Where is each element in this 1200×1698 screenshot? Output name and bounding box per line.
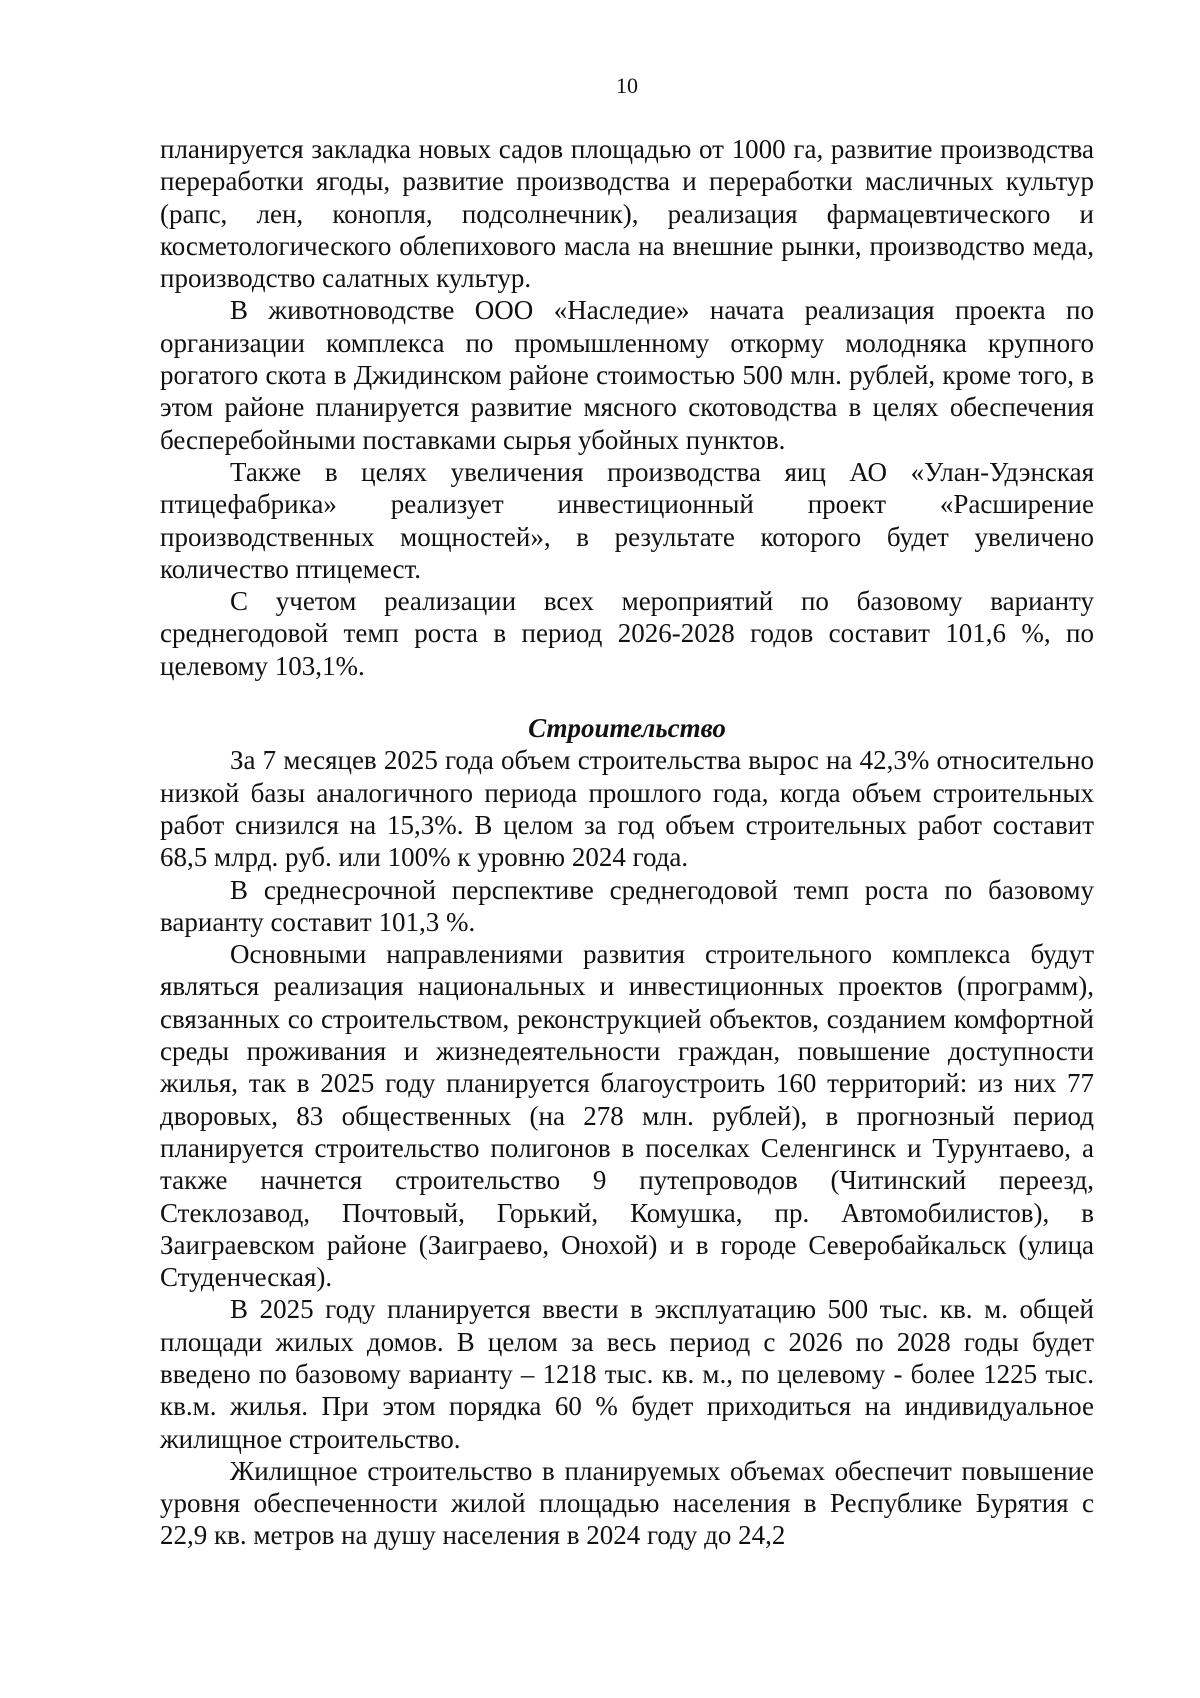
section-heading-construction: Строительство xyxy=(528,713,726,744)
paragraph-housing-commissioning: В 2025 году планируется ввести в эксплуатацию 500 тыс. кв. м. общей площади жилых домов. В целом за весь период с 2026 по 2028 годы будет введено по базовому варианту – 1218 тыс. кв. м., по целевому - более 1225 тыс. кв.м. жилья. При этом порядка 60 % будет приходиться на индивидуальное жилищное строительство. xyxy=(160,1294,1094,1454)
paragraph-poultry: Также в целях увеличения производства яиц АО «Улан-Удэнская птицефабрика» реализует инвестиционный проект «Расширение производственных мощностей», в результате которого будет увеличено количество птицемест. xyxy=(160,456,1094,584)
paragraph-livestock: В животноводстве ООО «Наследие» начата реализация проекта по организации комплекса по промышленному откорму молодняка крупного рогатого скота в Джидинском районе стоимостью 500 млн. рублей, кроме того, в этом районе планируется развитие мясного скотоводства в целях обеспечения бесперебойными поставками сырья убойных пунктов. xyxy=(160,295,1094,455)
page-content xyxy=(160,133,1094,1552)
paragraph-construction-volume: За 7 месяцев 2025 года объем строительства вырос на 42,3% относительно низкой базы аналогичного периода прошлого года, когда объем строительных работ снизился на 15,3%. В целом за год объем строительных работ составит 68,5 млрд. руб. или 100% к уровню 2024 года. xyxy=(160,745,1094,873)
paragraph-orchards-continuation: планируется закладка новых садов площадью от 1000 га, развитие производства переработки ягоды, развитие производства и переработки масличных культур (рапс, лен, конопля, подсолнечник), реализация фармацевтического и косметологического облепихового масла на внешние рынки, производство меда, производство салатных культур. xyxy=(160,134,1094,294)
paragraph-construction-directions: Основными направлениями развития строительного комплекса будут являться реализация национальных и инвестиционных проектов (программ), связанных со строительством, реконструкцией объектов, созданием комфортной среды проживания и жизнедеятельности граждан, повышение доступности жилья, так в 2025 году планируется благоустроить 160 территорий: из них 77 дворовых, 83 общественных (на 278 млн. рублей), в прогнозный период планируется строительство полигонов в поселках Селенгинск и Турунтаево, а также начнется строительство 9 путепроводов (Читинский переезд, Стеклозавод, Почтовый, Горький, Комушка, пр. Автомобилистов), в Заиграевском районе (Заиграево, Онохой) и в городе Северобайкальск (улица Студенческая). xyxy=(160,939,1094,1293)
page-number: 10 xyxy=(616,73,638,98)
paragraph-construction-outlook: В среднесрочной перспективе среднегодовой темп роста по базовому варианту составит 101,3 %. xyxy=(160,874,1094,937)
paragraph-housing-provision: Жилищное строительство в планируемых объемах обеспечит повышение уровня обеспеченности жилой площадью населения в Республике Бурятия с 22,9 кв. метров на душу населения в 2024 году до 24,2 xyxy=(160,1455,1094,1551)
paragraph-agriculture-growth-rate: С учетом реализации всех мероприятий по базовому варианту среднегодовой темп роста в период 2026-2028 годов составит 101,6 %, по целевому 103,1%. xyxy=(160,586,1094,681)
